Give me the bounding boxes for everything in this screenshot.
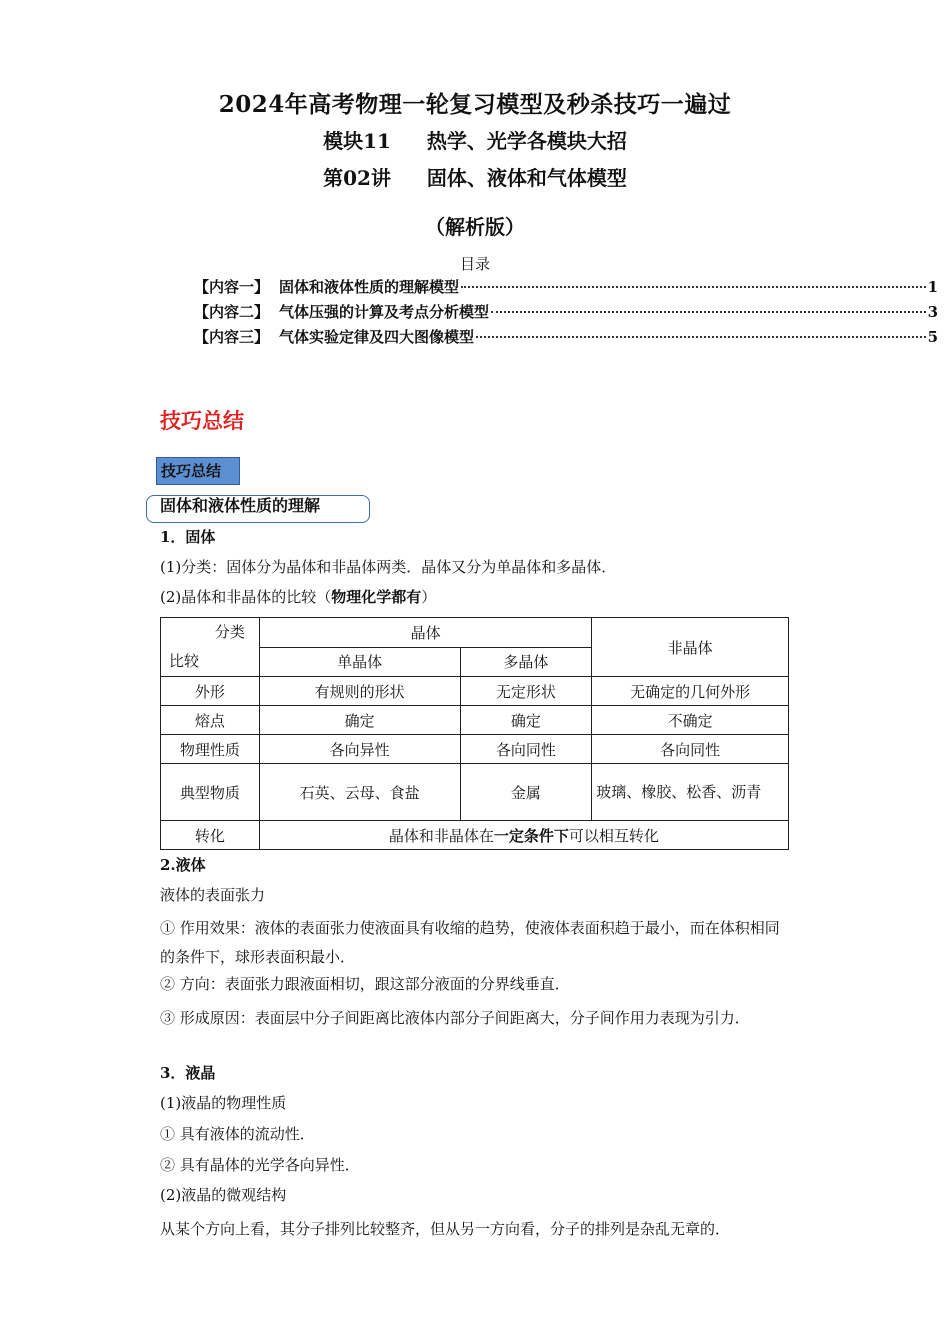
liquid-heading: 2.液体 xyxy=(160,856,206,874)
row-label: 外形 xyxy=(161,677,260,706)
toc-item[interactable] xyxy=(194,301,938,326)
header-single-crystal: 单晶体 xyxy=(259,647,460,677)
section-heading: 技巧总结 xyxy=(160,408,244,433)
cell-single: 各向异性 xyxy=(259,735,460,764)
table-row xyxy=(161,821,789,850)
liquid-item-2: ② 方向：表面张力跟液面相切，跟这部分液面的分界线垂直． xyxy=(160,975,570,993)
toc-leader-dots xyxy=(491,311,926,313)
version-label: （解析版） xyxy=(425,215,525,239)
document-title: 2024年高考物理一轮复习模型及秒杀技巧一遍过 xyxy=(218,91,732,118)
text-span: 可以相互转化 xyxy=(568,826,659,845)
table-corner-cell xyxy=(161,618,260,677)
row-label: 转化 xyxy=(161,821,260,850)
table-row xyxy=(161,764,789,821)
liquid-crystal-heading: 3．液晶 xyxy=(160,1064,216,1082)
toc-item-tag: 【内容三】 xyxy=(194,328,270,346)
table-row xyxy=(161,677,789,706)
liquid-item-1: ① 作用效果：液体的表面张力使液面具有收缩的趋势，使液体表面积趋于最小，而在体积相同的条件下，球形表面积最小． xyxy=(160,919,780,966)
solid-heading: 1．固体 xyxy=(160,528,216,546)
table-row xyxy=(161,735,789,764)
header-amorphous: 非晶体 xyxy=(592,618,789,677)
lc-item-1: ① 具有液体的流动性． xyxy=(160,1125,315,1143)
toc-item-label: 固体和液体性质的理解模型 xyxy=(279,278,460,296)
toc-item-label: 气体压强的计算及考点分析模型 xyxy=(279,303,490,321)
toc-leader-dots xyxy=(461,286,926,288)
cell-single: 石英、云母、食盐 xyxy=(259,764,460,821)
subtitle-text: 固体和液体性质的理解 xyxy=(160,496,321,515)
cell-single: 确定 xyxy=(259,706,460,735)
crystal-comparison-table xyxy=(160,617,789,850)
cell-poly: 各向同性 xyxy=(460,735,592,764)
emphasis-text: 一定条件下 xyxy=(493,826,569,845)
toc-item-tag: 【内容一】 xyxy=(194,278,270,296)
text-span: ） xyxy=(421,588,437,606)
emphasis-text: 物理化学都有 xyxy=(331,588,422,606)
cell-amorphous: 各向同性 xyxy=(592,735,789,764)
liquid-subheading: 液体的表面张力 xyxy=(160,886,266,904)
lecture-name: 固体、液体和气体模型 xyxy=(426,166,627,190)
header-polycrystal: 多晶体 xyxy=(460,647,592,677)
cell-poly: 确定 xyxy=(460,706,592,735)
cell-amorphous: 不确定 xyxy=(592,706,789,735)
header-crystal: 晶体 xyxy=(259,618,591,648)
cell-conversion xyxy=(259,821,788,850)
module-title xyxy=(0,125,950,154)
toc-item-page: 5 xyxy=(927,328,938,346)
toc-item-tag: 【内容二】 xyxy=(194,303,270,321)
text-span: (2)晶体和非晶体的比较（ xyxy=(160,588,332,606)
corner-bottom-label: 比较 xyxy=(169,652,200,670)
lc-paragraph-3: 从某个方向上看，其分子排列比较整齐，但从另一方向看，分子的排列是杂乱无章的． xyxy=(160,1220,731,1238)
module-number: 模块11 xyxy=(323,129,391,153)
solid-paragraph-2 xyxy=(160,587,790,607)
row-label: 物理性质 xyxy=(161,735,260,764)
corner-top-label: 分类 xyxy=(214,623,245,641)
toc-item[interactable] xyxy=(194,326,938,351)
cell-amorphous: 无确定的几何外形 xyxy=(592,677,789,706)
solid-paragraph-1: (1)分类：固体分为晶体和非晶体两类．晶体又分为单晶体和多晶体． xyxy=(160,558,617,576)
toc-heading: 目录 xyxy=(459,255,490,273)
table-row xyxy=(161,706,789,735)
row-label: 熔点 xyxy=(161,706,260,735)
lecture-number: 第02讲 xyxy=(323,166,391,190)
cell-poly: 金属 xyxy=(460,764,592,821)
cell-single: 有规则的形状 xyxy=(259,677,460,706)
toc-leader-dots xyxy=(476,336,926,338)
module-name: 热学、光学各模块大招 xyxy=(426,129,627,153)
liquid-item-3: ③ 形成原因：表面层中分子间距离比液体内部分子间距离大，分子间作用力表现为引力． xyxy=(160,1009,750,1027)
section-tag-box: 技巧总结 xyxy=(156,457,240,485)
lc-item-2: ② 具有晶体的光学各向异性． xyxy=(160,1156,360,1174)
toc-item-page: 3 xyxy=(927,303,938,321)
toc-item-page: 1 xyxy=(927,278,938,296)
cell-amorphous: 玻璃、橡胶、松香、沥青 xyxy=(592,764,789,821)
lecture-title xyxy=(0,162,950,191)
toc-item-label: 气体实验定律及四大图像模型 xyxy=(279,328,475,346)
lc-paragraph-1: (1)液晶的物理性质 xyxy=(160,1094,287,1112)
cell-poly: 无定形状 xyxy=(460,677,592,706)
lc-paragraph-2: (2)液晶的微观结构 xyxy=(160,1186,287,1204)
text-span: 晶体和非晶体在 xyxy=(388,826,494,845)
toc-item[interactable] xyxy=(194,276,938,301)
table-of-contents xyxy=(194,276,938,351)
row-label: 典型物质 xyxy=(161,764,260,821)
